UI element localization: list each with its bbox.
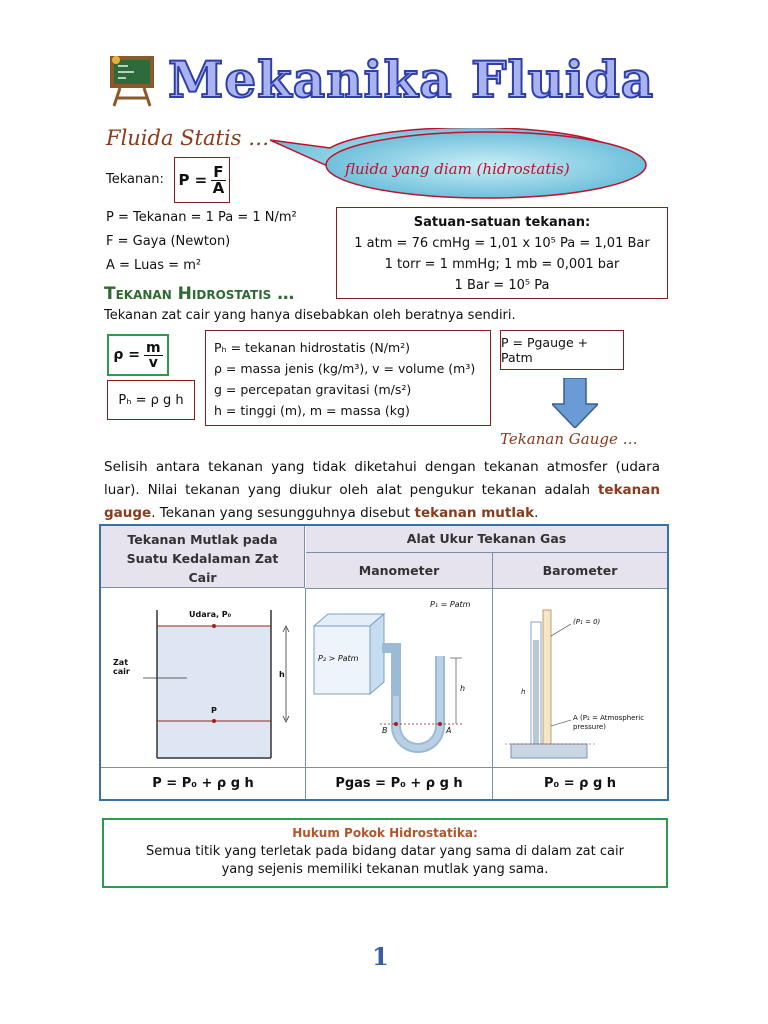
label-barometer-p1: (P₁ = 0) [573, 618, 601, 626]
units-line-2: 1 torr = 1 mmHg; 1 mb = 0,001 bar [384, 257, 620, 272]
para-text-b: . Tekanan yang sesungguhnya disebut [151, 505, 415, 521]
def-p: P = Tekanan = 1 Pa = 1 N/m² [106, 210, 297, 225]
pressure-table [99, 524, 669, 801]
variables-box [205, 330, 491, 426]
hidrostatis-desc: Tekanan zat cair yang hanya disebabkan oleh beratnya sendiri. [104, 308, 516, 323]
ph-formula-box [107, 380, 195, 420]
page-number: 1 [372, 942, 389, 971]
formula-manometer: Pgas = P₀ + ρ g h [335, 776, 463, 791]
label-zat-cair: Zat cair [113, 658, 130, 676]
bubble-text: fluida yang diam (hidrostatis) [345, 160, 570, 178]
section-heading-hidrostatis: Tekanan Hidrostatis … [104, 284, 295, 304]
var-3: g = percepatan gravitasi (m/s²) [214, 382, 412, 397]
formula-lhs: P = [178, 171, 208, 189]
label-barometer-h: h [521, 688, 526, 696]
para-text-a: Selisih antara tekanan yang tidak diketahui dengan tekanan atmosfer (udara luar). Nilai tekanan yang diukur oleh alat pengukur tekanan adalah [104, 459, 660, 498]
total-pressure: P = Pgauge + Patm [501, 335, 589, 365]
var-2: ρ = massa jenis (kg/m³), v = volume (m³) [214, 361, 476, 376]
ph-formula: Pₕ = ρ g h [118, 392, 184, 408]
units-line-3: 1 Bar = 10⁵ Pa [454, 278, 550, 293]
def-f: F = Gaya (Newton) [106, 234, 231, 249]
units-box [336, 207, 668, 299]
label-p2: P₂ > Patm [318, 654, 359, 663]
pressure-formula-box [174, 157, 230, 203]
figure-barometer [497, 596, 663, 764]
rho-den: v [148, 354, 158, 371]
formula-num: F [213, 162, 224, 181]
table-header-alat-ukur: Alat Ukur Tekanan Gas [306, 526, 667, 553]
label-p: P [211, 706, 217, 715]
label-manometer-h: h [460, 684, 466, 693]
rho-num: m [146, 339, 161, 356]
label-b: B [382, 726, 388, 735]
table-header-manometer: Manometer [306, 553, 493, 589]
arrow-down-icon [552, 378, 598, 432]
total-pressure-box [500, 330, 624, 370]
tekanan-label: Tekanan: [106, 172, 164, 187]
emphasis-tekanan-mutlak: tekanan mutlak [414, 505, 535, 521]
table-header-barometer: Barometer [493, 553, 667, 589]
table-header-mutlak: Tekanan Mutlak pada Suatu Kedalaman Zat Cair [101, 526, 305, 588]
label-barometer-a: A (P₂ = Atmospheric pressure) [573, 714, 645, 731]
units-line-1: 1 atm = 76 cmHg = 1,01 x 10⁵ Pa = 1,01 Bar [354, 236, 650, 251]
section-heading-statis: Fluida Statis … [106, 126, 270, 150]
rho-lhs: ρ = [113, 347, 141, 363]
emphasis-tekanan-gauge: tekanan gauge [104, 482, 660, 521]
units-title: Satuan-satuan tekanan: [413, 215, 591, 230]
chalkboard-icon [108, 52, 156, 108]
var-4: h = tinggi (m), m = massa (kg) [214, 403, 410, 418]
figure-container-liquid [105, 596, 301, 764]
var-1: Pₕ = tekanan hidrostatis (N/m²) [214, 340, 411, 355]
para-text-c: . [534, 505, 539, 521]
label-h: h [279, 670, 285, 679]
formula-den: A [212, 178, 225, 197]
gauge-paragraph [104, 456, 660, 525]
label-udara: Udara, P₀ [189, 610, 232, 619]
label-p1-patm: P₁ = Patm [430, 600, 471, 609]
density-formula-box [107, 334, 169, 376]
hukum-box [102, 818, 668, 888]
page-title: Mekanika Fluida [168, 50, 655, 109]
hukum-title: Hukum Pokok Hidrostatika: [292, 826, 478, 840]
def-a: A = Luas = m² [106, 258, 202, 273]
section-heading-gauge: Tekanan Gauge … [500, 430, 638, 448]
formula-mutlak: P = P₀ + ρ g h [152, 776, 254, 791]
formula-barometer: P₀ = ρ g h [543, 776, 617, 791]
label-a: A [446, 726, 452, 735]
hukum-body: Semua titik yang terletak pada bidang datar yang sama di dalam zat cair yang sejenis memiliki tekanan mutlak yang sama. [146, 844, 624, 877]
figure-manometer [310, 596, 488, 764]
